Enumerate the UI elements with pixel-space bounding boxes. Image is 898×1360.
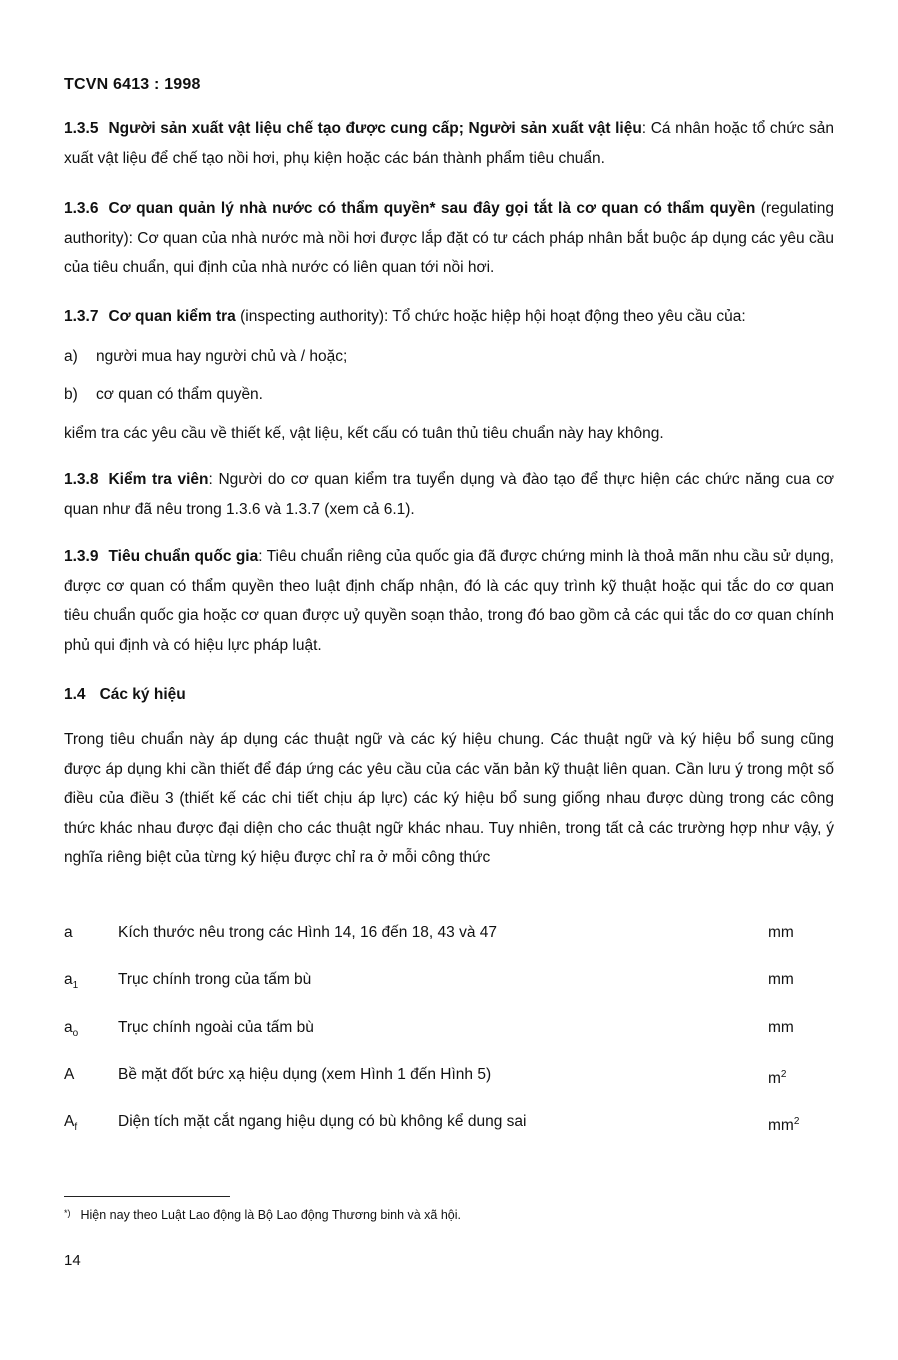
symbol-row (64, 922, 834, 944)
defined-term: Cơ quan kiểm tra (108, 308, 236, 325)
defined-term: Người sản xuất vật liệu chế tạo được cung cấp; Người sản xuất vật liệu (108, 120, 642, 137)
list-text: cơ quan có thẩm quyền. (96, 386, 263, 403)
section-intro: Trong tiêu chuẩn này áp dụng các thuật ngữ và các ký hiệu chung. Các thuật ngữ và ký hiệu bổ sung cũng được áp dụng khi cần thiết để đáp ứng các yêu cầu của các văn bản kỹ thuật liên quan. Cần lưu ý trong một số điều của điều 3 (thiết kế các chi tiết chịu áp lực) các ký hiệu bổ sung giống nhau được dùng trong các công thức khác nhau được đại diện cho các thuật ngữ khác nhau. Tuy nhiên, trong tất cả các trường hợp như vậy, ý nghĩa riêng biệt của từng ký hiệu được chỉ ra ở mỗi công thức (64, 731, 834, 866)
definition-text: (regulating authority): Cơ quan của nhà nước mà nồi hơi được lắp đặt có tư cách pháp nhân bắt buộc áp dụng các yêu cầu của tiêu chuẩn, qui định của nhà nước có liên quan tới nồi hơi. (64, 200, 834, 276)
symbol-row (64, 1064, 834, 1086)
footnote (64, 1208, 461, 1222)
clause-number: 1.3.8 (64, 471, 99, 488)
section-title: Các ký hiệu (99, 686, 186, 703)
defined-term: Tiêu chuẩn quốc gia (108, 548, 259, 565)
clause-number: 1.3.5 (64, 120, 99, 137)
clause-number: 1.3.7 (64, 308, 99, 325)
definition-1-3-7 (64, 302, 834, 332)
list-continuation: kiểm tra các yêu cầu về thiết kế, vật liệu, kết cấu có tuân thủ tiêu chuẩn này hay không. (64, 425, 664, 442)
list-item (64, 385, 263, 405)
definition-text: (inspecting authority): Tổ chức hoặc hiệp hội hoạt động theo yêu cầu của: (235, 308, 746, 325)
symbol-row (64, 969, 834, 991)
symbol-unit: $mm^2$ (768, 1116, 800, 1135)
page-number: 14 (64, 1252, 81, 1269)
definition-text: : Tiêu chuẩn riêng của quốc gia đã được chứng minh là thoả mãn nhu cầu sử dụng, được cơ quan có thẩm quyền theo luật định chấp nhận, đó là các quy trình kỹ thuật hoặc qui tắc do cơ quan tiêu chuẩn quốc gia hoặc cơ quan được uỷ quyền soạn thảo, trong đó bao gồm cả các qui tắc do cơ quan chính phủ qui định và có hiệu lực pháp luật. (64, 548, 834, 654)
clause-number: 1.3.6 (64, 200, 99, 217)
defined-term: Cơ quan quản lý nhà nước có thẩm quyền* sau đây gọi tắt là cơ quan có thẩm quyền (108, 200, 756, 217)
symbol-description: Diện tích mặt cắt ngang hiệu dụng có bù không kể dung sai (118, 1113, 527, 1130)
definition-1-3-5 (64, 114, 834, 173)
symbol-unit: mm (768, 924, 794, 941)
symbol-unit: $m^2$ (768, 1069, 787, 1088)
clause-number: 1.3.9 (64, 548, 99, 565)
symbol-description: Bề mặt đốt bức xạ hiệu dụng (xem Hình 1 đến Hình 5) (118, 1066, 492, 1083)
symbol: a (64, 924, 73, 941)
standard-code: TCVN 6413 : 1998 (64, 76, 201, 93)
footnote-mark: *) (64, 1208, 71, 1218)
symbol: $a_1$ (64, 971, 79, 992)
footnote-rule (64, 1196, 230, 1197)
symbol-description: Trục chính trong của tấm bù (118, 971, 312, 988)
list-item (64, 347, 347, 367)
definition-1-3-6 (64, 194, 834, 283)
footnote-text: Hiện nay theo Luật Lao động là Bộ Lao động Thương binh và xã hội. (80, 1208, 462, 1222)
definition-text: : Người do cơ quan kiểm tra tuyển dụng và đào tạo để thực hiện các chức năng cua cơ quan như đã nêu trong 1.3.6 và 1.3.7 (xem cả 6.1). (64, 471, 834, 518)
symbol-row (64, 1111, 834, 1133)
symbol: $a_o$ (64, 1019, 79, 1040)
symbol-unit: mm (768, 1019, 794, 1036)
symbol-description: Trục chính ngoài của tấm bù (118, 1019, 314, 1036)
symbol: $A_f$ (64, 1113, 78, 1134)
definition-1-3-8 (64, 465, 834, 524)
symbol-row (64, 1017, 834, 1039)
list-label: a) (64, 348, 78, 365)
section-heading (64, 686, 186, 704)
definition-text: : Cá nhân hoặc tổ chức sản xuất vật liệu để chế tạo nồi hơi, phụ kiện hoặc các bán thành phẩm tiêu chuẩn. (64, 120, 834, 167)
list-label: b) (64, 386, 78, 403)
definition-1-3-9 (64, 542, 834, 660)
section-number: 1.4 (64, 686, 86, 703)
symbol-description: Kích thước nêu trong các Hình 14, 16 đến 18, 43 và 47 (118, 924, 498, 941)
symbol-unit: mm (768, 971, 794, 988)
list-text: người mua hay người chủ và / hoặc; (96, 348, 348, 365)
symbol: A (64, 1066, 75, 1083)
defined-term: Kiểm tra viên (108, 471, 209, 488)
